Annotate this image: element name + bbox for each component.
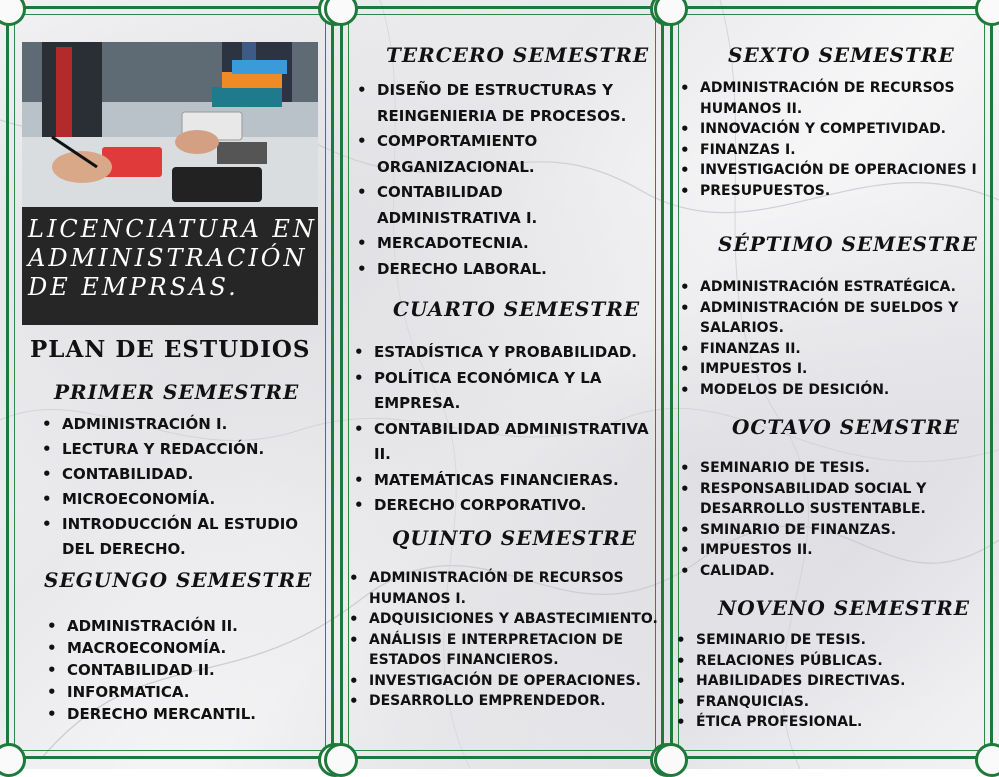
degree-title-box [22, 207, 318, 325]
course-item: • HABILIDADES DIRECTIVAS. [696, 671, 981, 692]
semester-list-block [374, 340, 656, 519]
course-list [700, 458, 985, 581]
semester-block [728, 43, 978, 67]
course-item: • CONTABILIDAD ADMINISTRATIVA II. [374, 417, 656, 468]
course-list [377, 78, 647, 282]
semester-block [392, 526, 652, 550]
semester-block [732, 415, 982, 439]
course-item: • INFORMATICA. [67, 681, 322, 703]
corner-ornament [654, 743, 688, 777]
course-item: • LECTURA Y REDACCIÓN. [62, 437, 322, 462]
course-list [369, 568, 659, 712]
semester-block [718, 232, 978, 256]
course-item: • PRESUPUESTOS. [700, 181, 988, 202]
semester-title: SEXTO SEMESTRE [728, 43, 955, 67]
semester-list-block [700, 458, 985, 581]
course-item: • COMPORTAMIENTO ORGANIZACIONAL. [377, 129, 647, 180]
course-item: • CONTABILIDAD. [62, 462, 322, 487]
plan-title: PLAN DE ESTUDIOS [30, 336, 311, 363]
course-item: • INTRODUCCIÓN AL ESTUDIO DEL DERECHO. [62, 512, 322, 562]
course-item: • SMINARIO DE FINANZAS. [700, 520, 985, 541]
semester-title: SEGUNGO SEMESTRE [44, 568, 313, 592]
course-list [700, 78, 988, 201]
semester-list-block [696, 630, 981, 733]
course-list [696, 630, 981, 733]
course-item: • ADMINISTRACIÓN DE RECURSOS HUMANOS II. [700, 78, 988, 119]
course-item: • IMPUESTOS I. [700, 359, 985, 380]
course-item: • MACROECONOMÍA. [67, 637, 322, 659]
semester-block [718, 596, 978, 620]
course-item: • ADMINISTRACIÓN I. [62, 412, 322, 437]
course-item: • RESPONSABILIDAD SOCIAL Y DESARROLLO SUSTENTABLE. [700, 479, 985, 520]
course-item: • ADMINISTRACIÓN ESTRATÉGICA. [700, 277, 985, 298]
semester-title: NOVENO SEMESTRE [718, 596, 971, 620]
course-item: • DERECHO LABORAL. [377, 257, 647, 283]
semester-list-block [700, 78, 988, 201]
course-list [67, 615, 322, 725]
course-list [62, 412, 322, 562]
course-item: • FINANZAS II. [700, 339, 985, 360]
semester-block [44, 568, 324, 592]
semester-title: SÉPTIMO SEMESTRE [718, 232, 978, 256]
course-item: • FINANZAS I. [700, 140, 988, 161]
semester-title: TERCERO SEMESTRE [386, 43, 650, 67]
corner-ornament [324, 743, 358, 777]
course-item: • SEMINARIO DE TESIS. [696, 630, 981, 651]
business-desk-photo [22, 42, 318, 207]
course-item: • ADMINISTRACIÓN II. [67, 615, 322, 637]
semester-title: QUINTO SEMESTRE [392, 526, 638, 550]
course-item: • DERECHO MERCANTIL. [67, 703, 322, 725]
course-item: • DESARROLLO EMPRENDEDOR. [369, 691, 659, 712]
course-item: • CONTABILIDAD II. [67, 659, 322, 681]
semester-block [386, 43, 656, 67]
course-item: • DERECHO CORPORATIVO. [374, 493, 656, 519]
semester-title: OCTAVO SEMSTRE [732, 415, 960, 439]
semester-list-block [377, 78, 647, 282]
course-item: • FRANQUICIAS. [696, 692, 981, 713]
course-item: • CONTABILIDAD ADMINISTRATIVA I. [377, 180, 647, 231]
course-item: • ADQUISICIONES Y ABASTECIMIENTO. [369, 609, 659, 630]
corner-ornament [975, 743, 999, 777]
semester-title: CUARTO SEMESTRE [393, 297, 641, 321]
course-item: • ADMINISTRACIÓN DE SUELDOS Y SALARIOS. [700, 298, 985, 339]
course-item: • SEMINARIO DE TESIS. [700, 458, 985, 479]
course-item: • ADMINISTRACIÓN DE RECURSOS HUMANOS I. [369, 568, 659, 609]
course-item: • ÉTICA PROFESIONAL. [696, 712, 981, 733]
course-list [700, 277, 985, 400]
course-item: • POLÍTICA ECONÓMICA Y LA EMPRESA. [374, 366, 656, 417]
course-item: • INVESTIGACIÓN DE OPERACIONES I [700, 160, 988, 181]
course-item: • MICROECONOMÍA. [62, 487, 322, 512]
course-item: • INNOVACIÓN Y COMPETIVIDAD. [700, 119, 988, 140]
degree-title-line: LICENCIATURA EN [28, 215, 317, 243]
course-item: • DISEÑO DE ESTRUCTURAS Y REINGENIERIA DE PROCESOS. [377, 78, 647, 129]
course-item: • CALIDAD. [700, 561, 985, 582]
semester-block [54, 380, 324, 404]
semester-list-block [67, 615, 322, 725]
course-item: • IMPUESTOS II. [700, 540, 985, 561]
course-item: • MODELOS DE DESICIÓN. [700, 380, 985, 401]
course-item: • MERCADOTECNIA. [377, 231, 647, 257]
semester-list-block [369, 568, 659, 712]
course-item: • RELACIONES PÚBLICAS. [696, 651, 981, 672]
semester-list-block [700, 277, 985, 400]
course-item: • INVESTIGACIÓN DE OPERACIONES. [369, 671, 659, 692]
course-list [374, 340, 656, 519]
semester-block [393, 297, 653, 321]
semester-list-block [62, 412, 322, 562]
course-item: • ANÁLISIS E INTERPRETACION DE ESTADOS FINANCIEROS. [369, 630, 659, 671]
degree-title-line: DE EMPRSAS. [28, 273, 239, 301]
course-item: • MATEMÁTICAS FINANCIERAS. [374, 468, 656, 494]
course-item: • ESTADÍSTICA Y PROBABILIDAD. [374, 340, 656, 366]
semester-title: PRIMER SEMESTRE [54, 380, 300, 404]
degree-title-line: ADMINISTRACIÓN [28, 244, 308, 272]
